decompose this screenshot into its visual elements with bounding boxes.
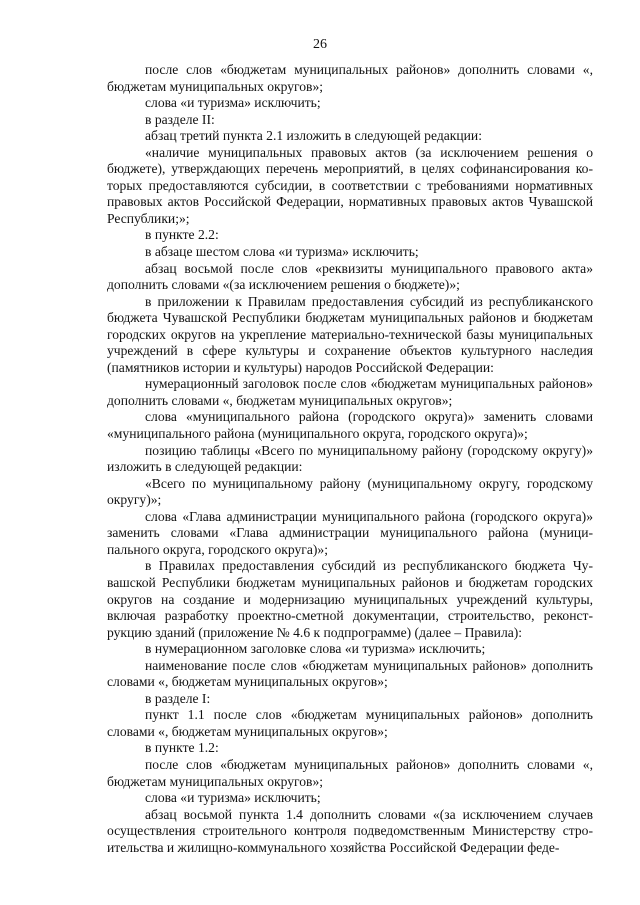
paragraph: в Правилах предоставления субсидий из республиканского бюджета Чувашской Республики бюджетам муниципальных районов и бюджетам городских округов на создание и модернизацию муниципальных учреждений культуры, включая разработку проектно-сметной документации, строительство, реконструкцию зданий (приложение № 4.6 к подпрограмме) (далее – Правила): xyxy=(107,558,593,640)
paragraph: в приложении к Правилам предоставления субсидий из республиканского бюджета Чувашской Республики бюджетам муниципальных районов и бюджетам городских округов на укрепление материально-технической базы муниципальных учреждений в сфере культуры и сохранение объектов культурного наследия (памятников истории и культуры) народов Российской Федерации: xyxy=(107,293,593,375)
paragraph: слова «муниципального района (городского округа)» заменить словами «муниципального района (муниципального округа, городского округа)»; xyxy=(107,409,593,442)
page-number: 26 xyxy=(313,37,327,52)
paragraph: в разделе II: xyxy=(145,111,215,127)
paragraph: абзац восьмой после слов «реквизиты муниципального правового акта» дополнить словами «(за исключением решения о бюджете)»; xyxy=(107,260,593,293)
paragraph: слова «и туризма» исключить; xyxy=(145,95,321,111)
paragraph: в пункте 1.2: xyxy=(145,740,219,756)
paragraph: «Всего по муниципальному району (муниципальному округу, городскому округу)»; xyxy=(107,475,593,508)
paragraph: слова «и туризма» исключить; xyxy=(145,790,321,806)
paragraph: после слов «бюджетам муниципальных районов» дополнить словами «, бюджетам муниципальных округов»; xyxy=(107,62,593,94)
paragraph: в пункте 2.2: xyxy=(145,227,219,243)
paragraph: слова «Глава администрации муниципального района (городского округа)» заменить словами «Глава администрации муниципального района (муниципального округа, городского округа)»; xyxy=(107,508,593,557)
paragraph: «наличие муниципальных правовых актов (за исключением решения о бюджете), утверждающих перечень мероприятий, в целях софинансирования которых предоставляются субсидии, в соответствии с требованиями нормативных правовых актов Российской Федерации, нормативных правовых актов Чувашской Республики;»; xyxy=(107,144,593,226)
paragraph: абзац восьмой пункта 1.4 дополнить словами «(за исключением случаев осуществления строительного контроля подведомственным Министерству строительства и жилищно-коммунального хозяйства Российской Федерации феде- xyxy=(107,806,593,855)
paragraph: в абзаце шестом слова «и туризма» исключить; xyxy=(145,244,419,260)
paragraph: после слов «бюджетам муниципальных районов» дополнить словами «, бюджетам муниципальных округов»; xyxy=(107,756,593,789)
paragraph: абзац третий пункта 2.1 изложить в следующей редакции: xyxy=(145,128,482,144)
paragraph: пункт 1.1 после слов «бюджетам муниципальных районов» дополнить словами «, бюджетам муниципальных округов»; xyxy=(107,707,593,739)
paragraph: в нумерационном заголовке слова «и туризма» исключить; xyxy=(145,641,486,657)
paragraph: наименование после слов «бюджетам муниципальных районов» дополнить словами «, бюджетам муниципальных округов»; xyxy=(107,657,593,690)
document-body xyxy=(107,62,593,856)
paragraph: позицию таблицы «Всего по муниципальному району (городскому округу)» изложить в следующей редакции: xyxy=(107,442,593,475)
paragraph: нумерационный заголовок после слов «бюджетам муниципальных районов» дополнить словами «, бюджетам муниципальных округов»; xyxy=(107,376,593,408)
paragraph: в разделе I: xyxy=(145,690,211,706)
